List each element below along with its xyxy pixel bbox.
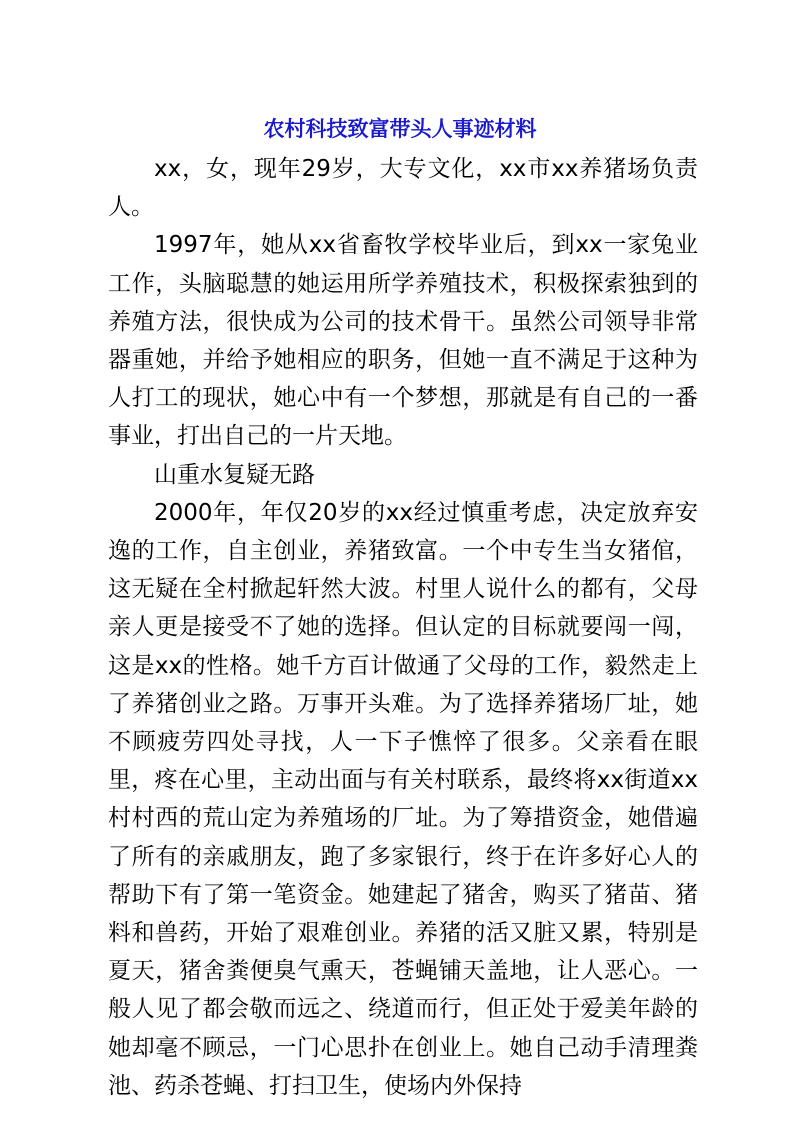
entrepreneurship-paragraph: 2000年，年仅20岁的xx经过慎重考虑，决定放弃安逸的工作，自主创业，养猪致富。一个中专生当女猪倌，这无疑在全村掀起轩然大波。村里人说什么的都有，父母亲人更是接受不了她的选择。但认定的目标就要闯一闯，这是xx的性格。她千方百计做通了父母的工作，毅然走上了养猪创业之路。万事开头难。为了选择养猪场厂址，她不顾疲劳四处寻找，人一下子憔悴了很多。父亲看在眼里，疼在心里，主动出面与有关村联系，最终将xx街道xx村村西的荒山定为养殖场的厂址。为了筹措资金，她借遍了所有的亲戚朋友，跑了多家银行，终于在许多好心人的帮助下有了第一笔资金。她建起了猪舍，购买了猪苗、猪料和兽药，开始了艰难创业。养猪的活又脏又累，特别是夏天，猪舍粪便臭气熏天，苍蝇铺天盖地，让人恶心。一般人见了都会敬而远之、绕道而行，但正处于爱美年龄的她却毫不顾忌，一门心思扑在创业上。她自己动手清理粪池、药杀苍蝇、打扫卫生，使场内外保持 (108, 499, 698, 1099)
document-body (108, 150, 698, 1105)
career-paragraph: 1997年，她从xx省畜牧学校毕业后，到xx一家兔业工作，头脑聪慧的她运用所学养殖技术，积极探索独到的养殖方法，很快成为公司的技术骨干。虽然公司领导非常器重她，并给予她相应的职务，但她一直不满足于这种为人打工的现状，她心中有一个梦想，那就是有自己的一番事业，打出自己的一片天地。 (108, 232, 698, 450)
section-heading: 山重水复疑无路 (154, 461, 315, 488)
document-title: 农村科技致富带头人事迹材料 (263, 117, 537, 141)
intro-paragraph: xx，女，现年29岁，大专文化，xx市xx养猪场负责人。 (108, 156, 698, 221)
